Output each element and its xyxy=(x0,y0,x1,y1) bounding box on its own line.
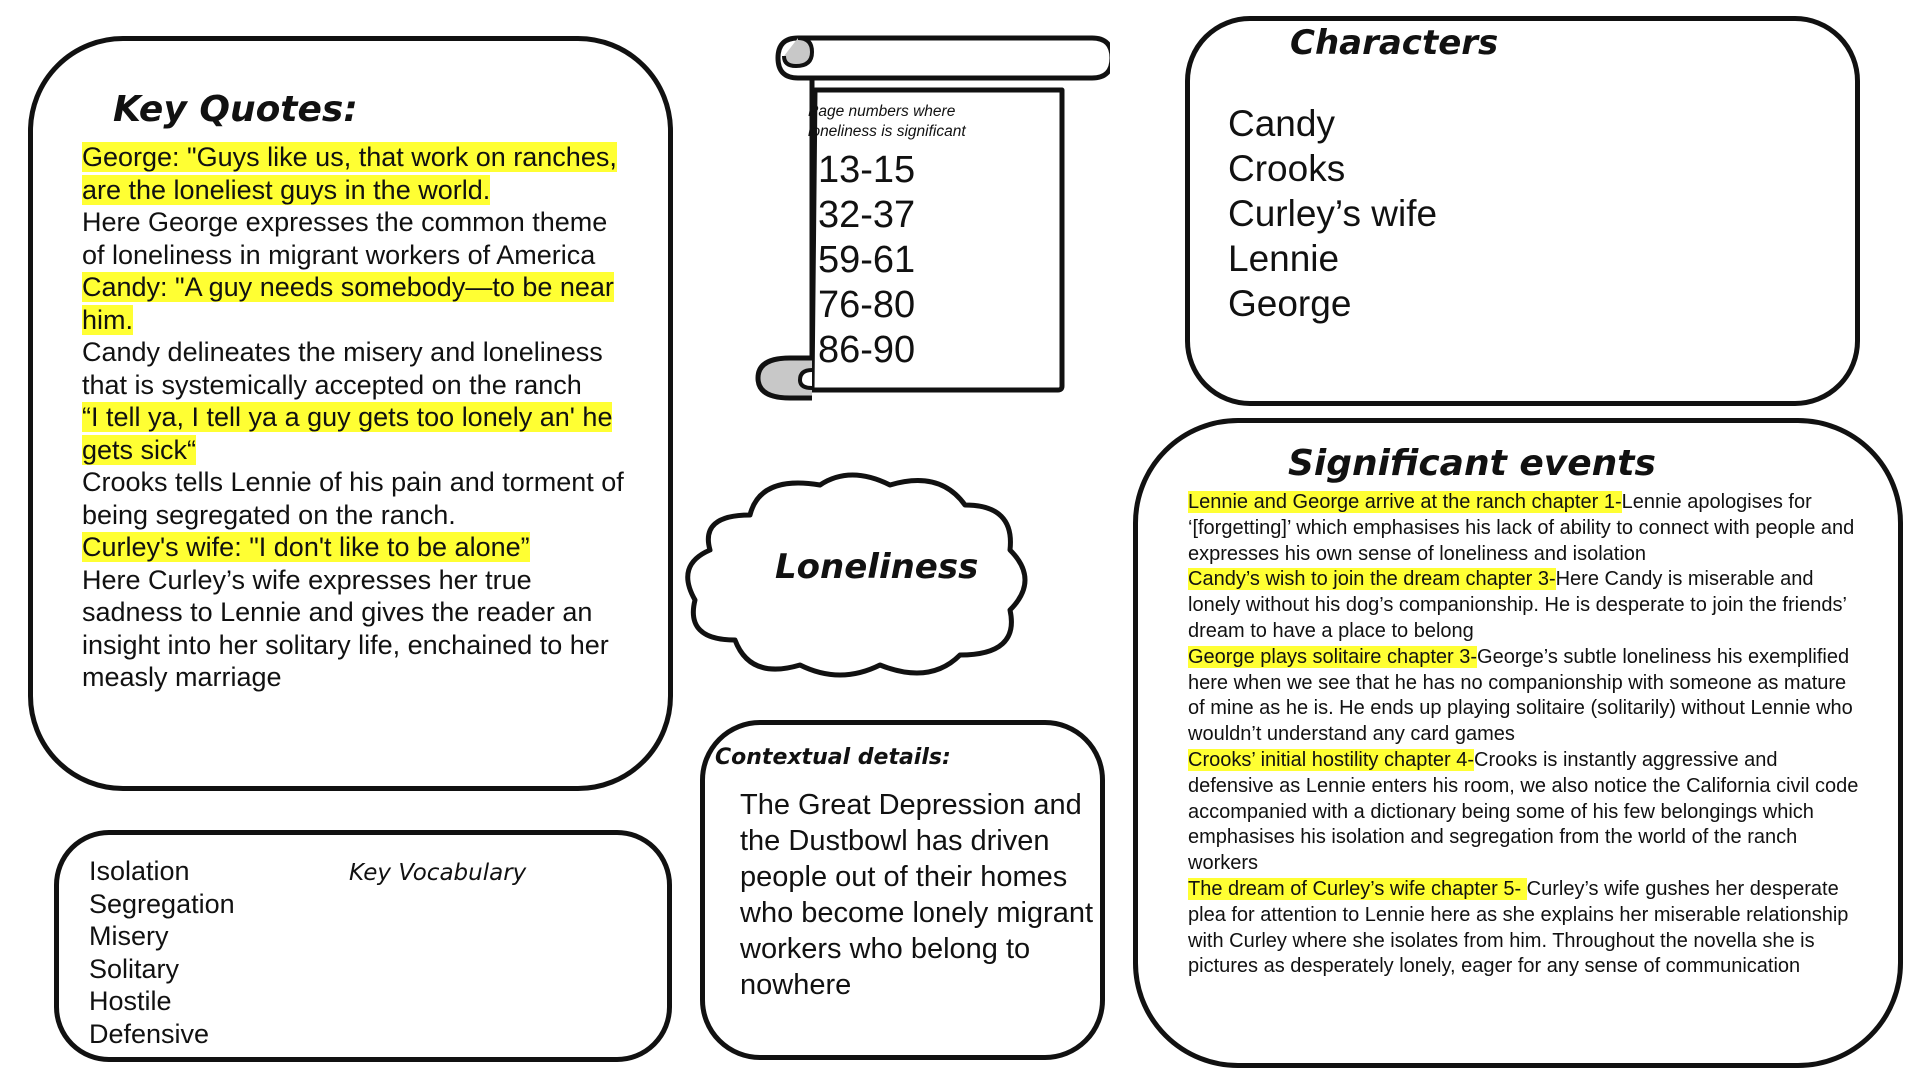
event-item xyxy=(1188,567,1868,644)
character-name: Candy xyxy=(1228,103,1335,144)
significant-events-panel xyxy=(1133,418,1903,1068)
vocabulary-list xyxy=(89,855,235,1050)
event-heading: The dream of Curley’s wife chapter 5- xyxy=(1188,877,1527,900)
quote-item xyxy=(82,401,637,531)
event-heading: Candy’s wish to join the dream chapter 3- xyxy=(1188,568,1556,591)
vocabulary-item: Hostile xyxy=(89,986,172,1016)
key-quotes-title: Key Quotes: xyxy=(113,89,358,130)
key-vocabulary-title: Key Vocabulary xyxy=(349,860,527,886)
event-item xyxy=(1188,645,1868,748)
page-range: 76-80 xyxy=(818,284,916,326)
quote-analysis: Crooks tells Lennie of his pain and torment of being segregated on the ranch. xyxy=(82,467,624,530)
contextual-details-panel xyxy=(700,720,1105,1060)
event-heading: Lennie and George arrive at the ranch chapter 1- xyxy=(1188,491,1622,513)
quote-analysis: Here Curley’s wife expresses her true sadness to Lennie and gives the reader an insight into her solitary life, enchained to her measly marriage xyxy=(82,564,609,692)
event-text: Crooks is instantly aggressive and defensive as Lennie enters his room, we also notice the California civil code accompanied with a dictionary being some of his few belongings which emphasises his isolation and segregation from the world of the ranch workers xyxy=(1188,748,1859,875)
significant-events-body xyxy=(1188,490,1868,980)
center-topic-label: Loneliness xyxy=(775,547,979,587)
scroll-caption: Page numbers where loneliness is significant xyxy=(808,103,966,140)
character-name: Crooks xyxy=(1228,148,1346,189)
characters-panel xyxy=(1185,16,1860,406)
event-text: Curley’s wife gushes her desperate plea for attention to Lennie here as she explains her miserable relationship with Curley where she isolates from him. Throughout the novella she is pictures as desperately lonely, eager for any sense of communication xyxy=(1188,877,1849,978)
character-name: George xyxy=(1228,283,1352,324)
quote-text: “I tell ya, I tell ya a guy gets too lonely an' he gets sick“ xyxy=(82,402,613,465)
quote-item xyxy=(82,271,637,401)
quote-analysis: Candy delineates the misery and loneliness that is systemically accepted on the ranch xyxy=(82,337,603,400)
key-quotes-body xyxy=(82,141,637,694)
vocabulary-item: Misery xyxy=(89,921,169,951)
vocabulary-item: Defensive xyxy=(89,1018,210,1049)
page-range: 13-15 xyxy=(818,149,916,191)
page-range: 32-37 xyxy=(818,194,916,236)
quote-item xyxy=(82,141,637,271)
page-range: 59-61 xyxy=(818,239,916,281)
event-item xyxy=(1188,748,1868,877)
key-quotes-panel xyxy=(28,36,673,791)
event-text: Here Candy is miserable and lonely without his dog’s companionship. He is desperate to join the friends’ dream to have a place to belong xyxy=(1188,568,1847,642)
key-vocabulary-panel xyxy=(54,830,672,1062)
page-range: 86-90 xyxy=(818,329,916,371)
characters-title: Characters xyxy=(1290,23,1499,63)
event-item xyxy=(1188,877,1868,980)
event-text: Lennie apologises for ‘[forgetting]’ which emphasises his lack of ability to connect with people and expresses his own sense of loneliness and isolation xyxy=(1188,491,1855,565)
loneliness-cloud xyxy=(680,470,1040,680)
vocabulary-item: Isolation xyxy=(89,856,190,886)
event-heading: George plays solitaire chapter 3- xyxy=(1188,645,1478,668)
character-name: Curley’s wife xyxy=(1228,193,1438,234)
vocabulary-item: Segregation xyxy=(89,888,235,919)
contextual-details-text: The Great Depression and the Dustbowl has driven people out of their homes who become lonely migrant workers who belong to nowhere xyxy=(740,789,1094,1001)
event-heading: Crooks’ initial hostility chapter 4- xyxy=(1188,748,1475,771)
significant-events-title: Significant events xyxy=(1288,443,1656,484)
character-name: Lennie xyxy=(1228,238,1340,279)
quote-text: George: "Guys like us, that work on ranches, are the loneliest guys in the world. xyxy=(82,142,617,205)
page-numbers-scroll xyxy=(750,30,1110,430)
scroll-shape-icon xyxy=(750,30,1110,430)
event-item xyxy=(1188,490,1868,567)
vocabulary-item: Solitary xyxy=(89,953,180,984)
quote-analysis: Here George expresses the common theme of loneliness in migrant workers of America xyxy=(82,207,608,270)
character-list xyxy=(1228,101,1437,326)
event-text: George’s subtle loneliness his exemplified here when we see that he has no companionship with someone as mature of mine as he is. He ends up playing solitaire (solitarily) without Lennie who wouldn’t understand any card games xyxy=(1188,645,1853,746)
quote-text: Candy: "A guy needs somebody—to be near him. xyxy=(82,272,614,335)
quote-item xyxy=(82,531,637,694)
contextual-details-title: Contextual details: xyxy=(715,745,951,770)
quote-text: Curley's wife: "I don't like to be alone” xyxy=(82,532,530,562)
page-number-list xyxy=(818,148,915,373)
